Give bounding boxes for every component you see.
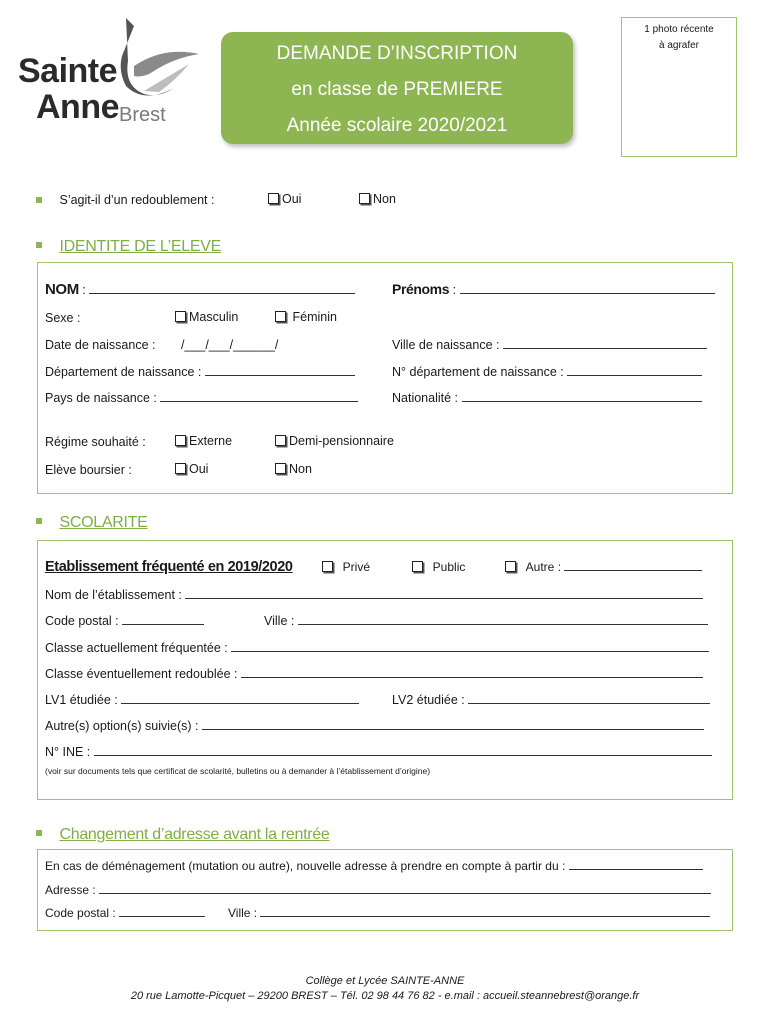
identite-title: IDENTITE DE L’ELEVE: [59, 238, 221, 255]
departement-label: Département de naissance :: [45, 365, 202, 379]
pays-field[interactable]: [45, 391, 358, 405]
footer-school: Collège et Lycée SAINTE-ANNE: [305, 975, 465, 987]
options-field[interactable]: [45, 719, 704, 733]
title-banner: [221, 32, 573, 144]
regime-externe[interactable]: [175, 434, 232, 448]
photo-line-2: à agrafer: [658, 40, 700, 51]
redoublement-no[interactable]: [359, 192, 396, 206]
banner-title: DEMANDE D’INSCRIPTION: [276, 43, 518, 64]
date-naissance-field[interactable]: [45, 338, 278, 352]
nom-etab-label: Nom de l’établissement :: [45, 588, 182, 602]
school-logo: [16, 16, 191, 126]
etab-public[interactable]: [412, 560, 465, 574]
checkbox-icon[interactable]: [322, 561, 333, 572]
boursier-oui-label: Oui: [189, 462, 209, 476]
photo-line-1: 1 photo récente: [644, 24, 714, 35]
ine-input[interactable]: [94, 746, 712, 756]
redoublement-no-label: Non: [373, 192, 396, 206]
externe-label: Externe: [189, 434, 233, 448]
regime-label: Régime souhaité :: [45, 435, 146, 449]
num-departement-input[interactable]: [567, 366, 702, 376]
nationalite-input[interactable]: [462, 392, 702, 402]
lv2-field[interactable]: [392, 693, 710, 707]
lv1-label: LV1 étudiée :: [45, 693, 118, 707]
adresse-field[interactable]: [45, 883, 711, 897]
boursier-non[interactable]: [275, 462, 312, 476]
banner-year: Année scolaire 2020/2021: [286, 115, 508, 136]
sexe-label: Sexe :: [45, 311, 81, 325]
pays-input[interactable]: [160, 392, 358, 402]
checkbox-icon[interactable]: [359, 193, 370, 204]
logo-word-anne: Anne: [36, 88, 119, 126]
feminin-label: Féminin: [292, 310, 337, 324]
classe-actuelle-input[interactable]: [231, 642, 709, 652]
departement-input[interactable]: [205, 366, 355, 376]
adresse-cp-field[interactable]: [45, 906, 205, 920]
num-departement-field[interactable]: [392, 365, 702, 379]
boursier-label: Elève boursier :: [45, 463, 132, 477]
sexe-feminin[interactable]: [275, 310, 337, 324]
boursier-non-label: Non: [289, 462, 312, 476]
options-input[interactable]: [202, 720, 704, 730]
etab-autre[interactable]: [505, 560, 702, 574]
ville-etab-field[interactable]: [264, 614, 708, 628]
logo-word-sainte: Sainte: [18, 52, 118, 90]
ville-naissance-label: Ville de naissance :: [392, 338, 500, 352]
lv1-field[interactable]: [45, 693, 359, 707]
options-label: Autre(s) option(s) suivie(s) :: [45, 719, 199, 733]
bullet-icon: [36, 197, 42, 203]
logo-swoosh-icon: [104, 16, 204, 111]
ville-naissance-input[interactable]: [503, 339, 707, 349]
checkbox-icon[interactable]: [275, 463, 286, 474]
demenagement-field[interactable]: [45, 859, 703, 873]
ville-etab-input[interactable]: [298, 615, 708, 625]
adresse-ville-input[interactable]: [260, 907, 710, 917]
prenoms-input[interactable]: [460, 284, 715, 294]
nom-etab-field[interactable]: [45, 588, 703, 602]
etab-title: [45, 559, 293, 575]
adresse-heading: [36, 826, 329, 844]
photo-box: [621, 17, 737, 157]
nom-field[interactable]: NOM :: [45, 281, 355, 298]
lv2-label: LV2 étudiée :: [392, 693, 465, 707]
classe-redoublee-field[interactable]: [45, 667, 703, 681]
departement-field[interactable]: [45, 365, 355, 379]
demenagement-label: En cas de déménagement (mutation ou autre), nouvelle adresse à prendre en compte à partir du :: [45, 859, 566, 873]
ville-etab-label: Ville :: [264, 614, 295, 628]
checkbox-icon[interactable]: [268, 193, 279, 204]
demenagement-date-input[interactable]: [569, 860, 703, 870]
ine-label: N° INE :: [45, 745, 91, 759]
lv1-input[interactable]: [121, 694, 359, 704]
num-departement-label: N° département de naissance :: [392, 365, 564, 379]
redoublement-yes[interactable]: [268, 192, 301, 206]
autre-input[interactable]: [564, 561, 702, 571]
ine-note: (voir sur documents tels que certificat de scolarité, bulletins ou à demander à l’établissement d’origine): [45, 766, 431, 776]
bullet-icon: [36, 830, 42, 836]
adresse-ville-field[interactable]: [228, 906, 710, 920]
boursier-oui[interactable]: [175, 462, 208, 476]
checkbox-icon[interactable]: [505, 561, 516, 572]
public-label: Public: [432, 560, 466, 574]
redoublement-row: [36, 193, 214, 207]
code-postal-field[interactable]: [45, 614, 204, 628]
nom-input[interactable]: [89, 284, 355, 294]
prenoms-field[interactable]: Prénoms :: [392, 281, 715, 297]
etab-title-text: Etablissement fréquenté en 2019/2020: [45, 559, 293, 575]
bullet-icon: [36, 242, 42, 248]
nationalite-field[interactable]: [392, 391, 702, 405]
demi-label: Demi-pensionnaire: [289, 434, 394, 448]
classe-redoublee-label: Classe éventuellement redoublée :: [45, 667, 238, 681]
nationalite-label: Nationalité :: [392, 391, 459, 405]
redoublement-yes-label: Oui: [282, 192, 302, 206]
redoublement-label: S’agit-il d’un redoublement :: [59, 193, 215, 207]
adresse-title: Changement d’adresse avant la rentrée: [59, 826, 330, 843]
date-naissance-label: Date de naissance :: [45, 338, 156, 352]
pays-label: Pays de naissance :: [45, 391, 157, 405]
autre-label: Autre :: [525, 560, 562, 574]
banner-class: en classe de PREMIERE: [291, 79, 503, 100]
adresse-cp-label: Code postal :: [45, 906, 116, 920]
code-postal-input[interactable]: [122, 615, 204, 625]
adresse-input[interactable]: [99, 884, 711, 894]
prive-label: Privé: [342, 560, 371, 574]
footer-address: 20 rue Lamotte-Picquet – 29200 BREST – Tél. 02 98 44 76 82 - e.mail : accueil.steannebrest@orange.fr: [130, 990, 640, 1002]
scolarite-title: SCOLARITE: [59, 514, 148, 531]
prenoms-label: Prénoms: [392, 281, 450, 297]
nom-etab-input[interactable]: [185, 589, 703, 599]
checkbox-icon[interactable]: [275, 435, 286, 446]
adresse-cp-input[interactable]: [119, 907, 205, 917]
bullet-icon: [36, 518, 42, 524]
scolarite-heading: [36, 514, 147, 532]
classe-redoublee-input[interactable]: [241, 668, 703, 678]
lv2-input[interactable]: [468, 694, 710, 704]
logo-word-brest: Brest: [119, 104, 166, 126]
masculin-label: Masculin: [189, 310, 239, 324]
checkbox-icon[interactable]: [175, 311, 186, 322]
checkbox-icon[interactable]: [275, 311, 286, 322]
regime-demi[interactable]: [275, 434, 394, 448]
ville-naissance-field[interactable]: [392, 338, 707, 352]
checkbox-icon[interactable]: [412, 561, 423, 572]
classe-actuelle-field[interactable]: [45, 641, 709, 655]
date-naissance-input[interactable]: /___/___/______/: [180, 338, 279, 352]
nom-label: NOM: [45, 281, 79, 298]
classe-actuelle-label: Classe actuellement fréquentée :: [45, 641, 228, 655]
code-postal-label: Code postal :: [45, 614, 119, 628]
checkbox-icon[interactable]: [175, 463, 186, 474]
identite-heading: [36, 238, 221, 256]
adresse-ville-label: Ville :: [228, 906, 258, 920]
ine-field[interactable]: [45, 745, 712, 759]
sexe-masculin[interactable]: [175, 310, 238, 324]
adresse-label: Adresse :: [45, 883, 96, 897]
checkbox-icon[interactable]: [175, 435, 186, 446]
etab-prive[interactable]: [322, 560, 370, 574]
